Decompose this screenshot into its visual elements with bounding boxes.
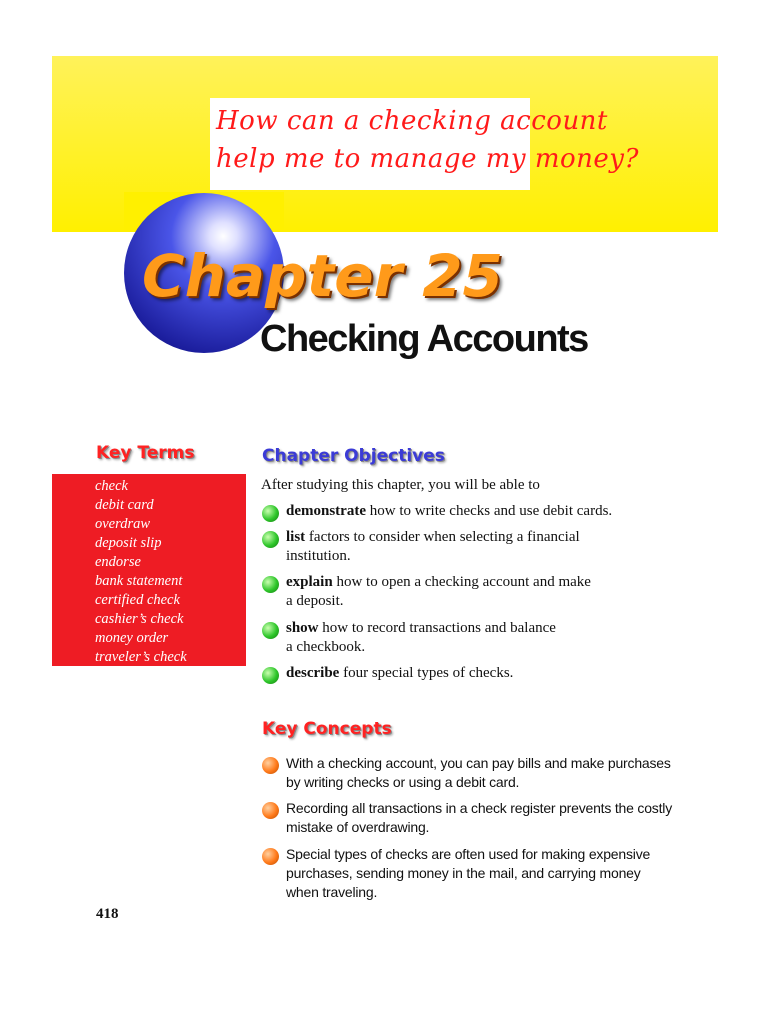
chapter-number: 25: [422, 242, 503, 310]
key-term: certified check: [95, 592, 180, 608]
objective-verb: show: [286, 620, 319, 636]
concept-text: by writing checks or using a debit card.: [286, 774, 520, 790]
objective-text: a deposit.: [286, 593, 344, 609]
orange-bullet-icon: [262, 848, 279, 865]
key-term: endorse: [95, 554, 141, 570]
objective-text: how to open a checking account and make: [332, 574, 591, 590]
key-term: overdraw: [95, 516, 151, 532]
objective-text: four special types of checks.: [339, 665, 514, 681]
key-terms-box: [52, 474, 246, 666]
green-bullet-icon: [262, 576, 279, 593]
green-bullet-icon: [262, 622, 279, 639]
orange-bullet-icon: [262, 802, 279, 819]
green-bullet-icon: [262, 531, 279, 548]
objective-text: how to write checks and use debit cards.: [365, 503, 613, 519]
chapter-word: Chapter: [142, 242, 403, 310]
objectives-intro: After studying this chapter, you will be able to: [261, 477, 540, 493]
concept-text: With a checking account, you can pay bills and make purchases: [286, 755, 671, 771]
chapter-number-heading: [142, 242, 503, 310]
concept-text: when traveling.: [286, 884, 378, 900]
concept-text: mistake of overdrawing.: [286, 819, 430, 835]
key-term: check: [95, 478, 128, 494]
objective-verb: explain: [286, 574, 333, 590]
objective-verb: demonstrate: [286, 503, 366, 519]
objective-text: factors to consider when selecting a financial: [305, 529, 580, 545]
objective-verb: describe: [286, 665, 340, 681]
objective-verb: list: [286, 529, 306, 545]
page-number: 418: [96, 906, 119, 922]
objective-text: how to record transactions and balance: [318, 620, 556, 636]
key-term: debit card: [95, 497, 154, 513]
question-line: help me to manage my money?: [216, 144, 639, 174]
chapter-objectives-heading: Chapter Objectives: [262, 446, 445, 466]
concept-text: Special types of checks are often used for making expensive: [286, 846, 651, 862]
orange-bullet-icon: [262, 757, 279, 774]
concept-text: purchases, sending money in the mail, and carrying money: [286, 865, 641, 881]
chapter-title: Checking Accounts: [260, 318, 588, 360]
green-bullet-icon: [262, 667, 279, 684]
objective-text: a checkbook.: [286, 639, 366, 655]
key-term: deposit slip: [95, 535, 162, 551]
key-concepts-heading: Key Concepts: [262, 719, 392, 739]
chapter-question-box: [210, 98, 639, 190]
key-term: traveler’s check: [95, 649, 187, 665]
objective-text: institution.: [286, 548, 351, 564]
key-term: bank statement: [95, 573, 183, 589]
key-terms-heading: Key Terms: [96, 443, 195, 463]
question-line: How can a checking account: [216, 106, 608, 136]
key-terms-list: [52, 474, 246, 667]
green-bullet-icon: [262, 505, 279, 522]
key-term: money order: [95, 630, 169, 646]
key-term: cashier’s check: [95, 611, 184, 627]
concept-text: Recording all transactions in a check register prevents the costly: [286, 800, 672, 816]
